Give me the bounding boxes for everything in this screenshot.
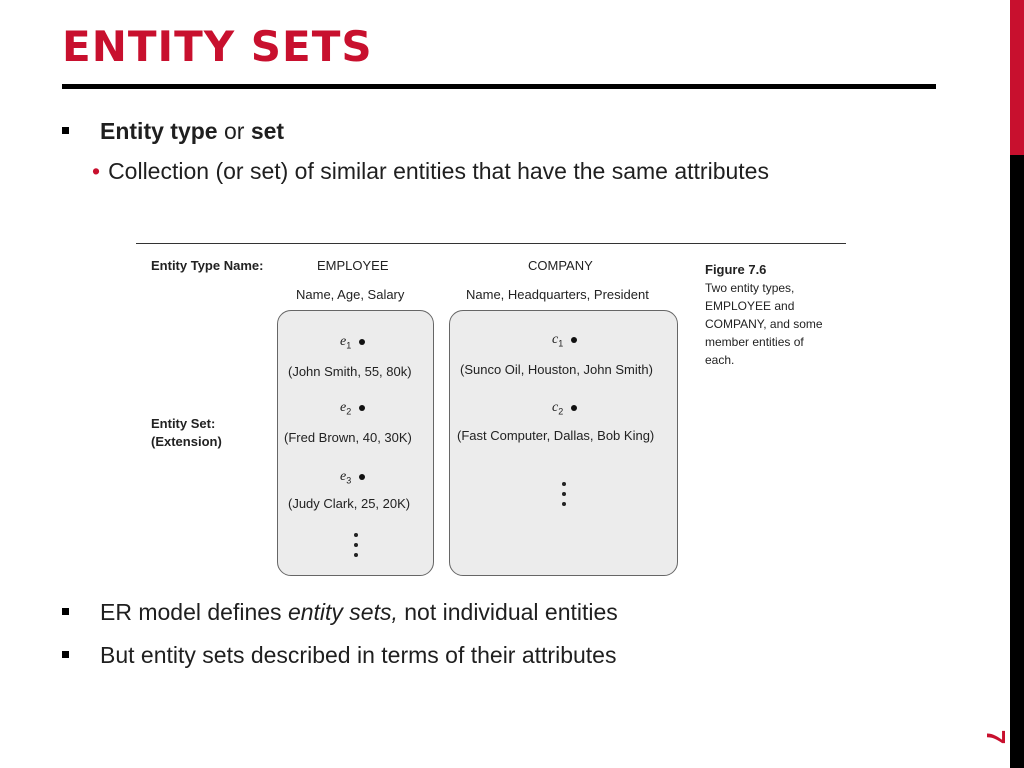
figure-entity-types xyxy=(136,243,848,583)
figure-caption-line: each. xyxy=(705,353,735,367)
entity-variable: e xyxy=(340,334,347,349)
employee-entity-marker xyxy=(340,399,365,417)
company-entity-marker xyxy=(552,399,577,417)
figure-caption xyxy=(705,261,855,369)
bullet-text: But entity sets described in terms of their attributes xyxy=(100,642,617,668)
employee-type-name: EMPLOYEE xyxy=(317,258,389,273)
entity-point-icon xyxy=(571,405,577,411)
sub-bullet-text: Collection (or set) of similar entities that have the same attributes xyxy=(108,158,769,184)
bullet-dot-icon: • xyxy=(92,158,101,184)
entity-point-icon xyxy=(359,339,365,345)
entity-variable: c xyxy=(552,332,559,347)
company-attributes: Name, Headquarters, President xyxy=(466,287,649,302)
title-divider xyxy=(62,84,936,89)
employee-entity-value: (Judy Clark, 25, 20K) xyxy=(288,496,411,511)
bullet-text: or xyxy=(217,118,251,144)
figure-caption-line: member entities of xyxy=(705,335,804,349)
entity-variable: c xyxy=(552,400,559,415)
ellipsis-vertical-icon xyxy=(354,533,358,563)
employee-entity-value: (Fred Brown, 40, 30K) xyxy=(284,430,412,445)
figure-caption-line: Two entity types, xyxy=(705,281,795,295)
figure-caption-title: Figure 7.6 xyxy=(705,262,767,277)
bullet-bold-text: Entity type xyxy=(100,118,218,144)
entity-subscript: 1 xyxy=(558,338,564,349)
bullet-bold-text: set xyxy=(250,118,285,144)
employee-entity-value: (John Smith, 55, 80k) xyxy=(288,364,412,379)
entity-subscript: 2 xyxy=(558,406,564,417)
bullet-square-icon xyxy=(62,651,69,658)
slide-number: 7 xyxy=(981,729,1011,745)
entity-subscript: 3 xyxy=(346,475,352,486)
company-entity-marker xyxy=(552,331,577,349)
bullet-text: ER model defines xyxy=(100,599,288,625)
entity-variable: e xyxy=(340,469,347,484)
employee-entity-marker xyxy=(340,468,365,486)
entity-point-icon xyxy=(571,337,577,343)
bullet-text: not individual entities xyxy=(397,599,618,625)
accent-bar-red xyxy=(1010,0,1024,155)
entity-subscript: 1 xyxy=(346,340,352,351)
company-entity-value: (Fast Computer, Dallas, Bob King) xyxy=(457,428,655,443)
employee-attributes: Name, Age, Salary xyxy=(296,287,405,302)
extension-label: (Extension) xyxy=(151,434,222,449)
figure-top-rule xyxy=(136,243,846,244)
sub-bullet-collection xyxy=(92,157,769,185)
company-type-name: COMPANY xyxy=(528,258,593,273)
entity-point-icon xyxy=(359,474,365,480)
bullet-square-icon xyxy=(62,127,69,134)
entity-variable: e xyxy=(340,400,347,415)
entity-set-label: Entity Set: xyxy=(151,416,216,431)
page-title: ENTITY SETS xyxy=(62,22,373,71)
figure-caption-line: EMPLOYEE and xyxy=(705,299,795,313)
accent-bar-black xyxy=(1010,155,1024,768)
bullet-italic-text: entity sets, xyxy=(287,599,398,625)
employee-entity-marker xyxy=(340,333,365,351)
bullet-square-icon xyxy=(62,608,69,615)
ellipsis-vertical-icon xyxy=(562,482,566,512)
company-entity-value: (Sunco Oil, Houston, John Smith) xyxy=(460,362,653,377)
entity-subscript: 2 xyxy=(346,406,352,417)
employee-entity-set-box xyxy=(277,310,434,576)
company-entity-set-box xyxy=(449,310,678,576)
entity-type-name-label: Entity Type Name: xyxy=(151,258,264,273)
figure-caption-line: COMPANY, and some xyxy=(705,317,823,331)
entity-point-icon xyxy=(359,405,365,411)
